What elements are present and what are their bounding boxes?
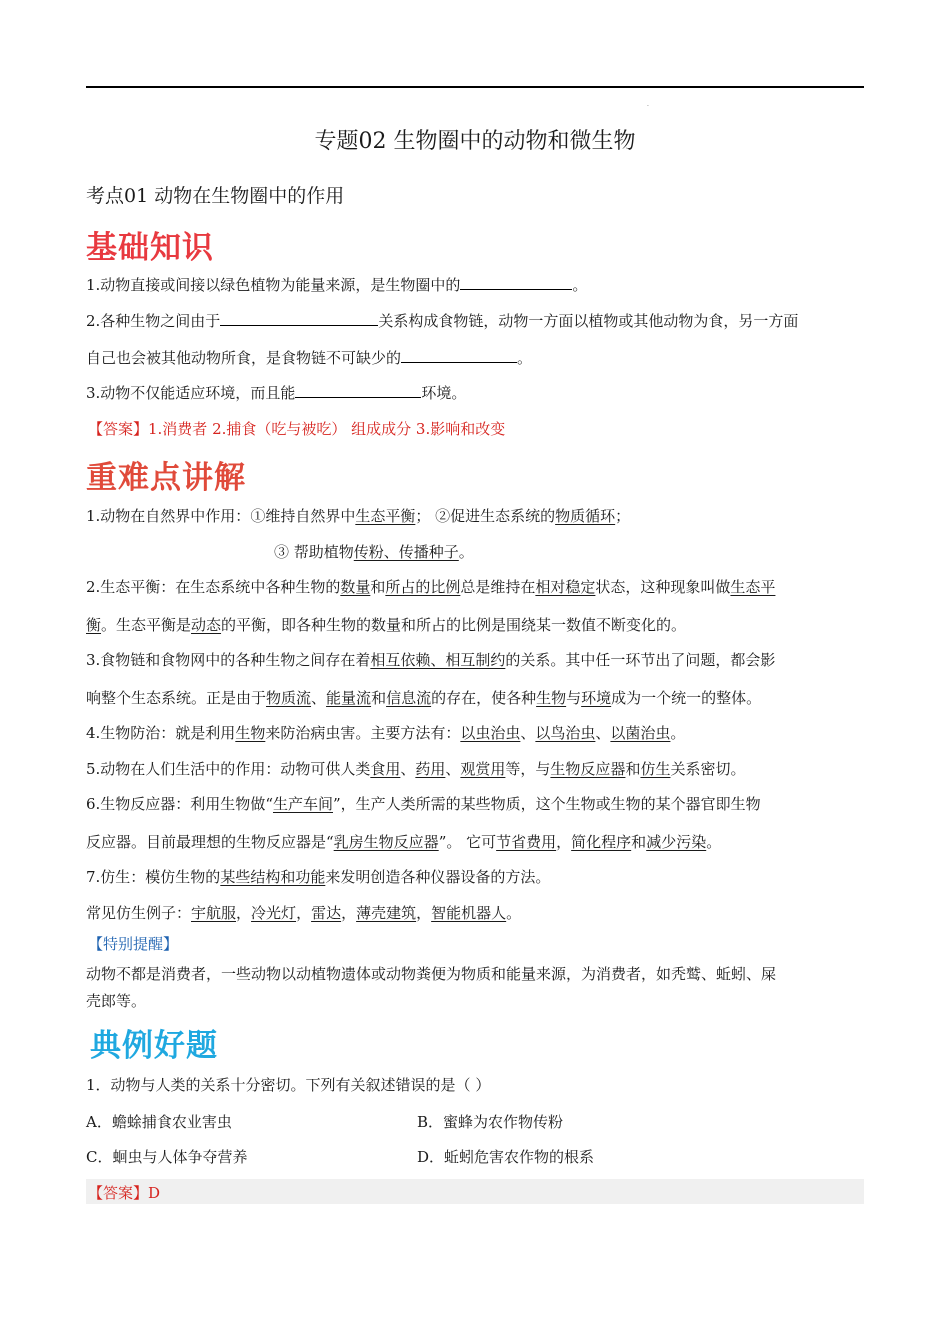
underlined-term: 智能机器人 xyxy=(431,904,507,922)
underlined-term: 乳房生物反应器 xyxy=(333,833,439,851)
basic-q3: 3.动物不仅能适应环境，而且能 环境。 xyxy=(86,384,467,402)
example-answer-bar xyxy=(86,1179,864,1204)
key-p7 xyxy=(86,867,550,887)
text-segment: 、 xyxy=(595,724,611,742)
text-segment: 来防治病虫害。主要方法有： xyxy=(265,724,461,742)
basic-answer: 【答案】1.消费者 2.捕食（吃与被吃） 组成成分 3.影响和改变 xyxy=(88,420,506,438)
fill-blank xyxy=(401,348,517,363)
example-question: 1．动物与人类的关系十分密切。下列有关叙述错误的是（ ） xyxy=(86,1076,491,1094)
text-segment: 4.生物防治：就是利用 xyxy=(86,724,236,742)
text-segment: ”。 它可 xyxy=(438,833,497,851)
key-p1b xyxy=(274,542,474,562)
text-segment: ； xyxy=(615,507,631,525)
underlined-term: 食用 xyxy=(370,760,401,778)
underlined-term: 药用 xyxy=(415,760,446,778)
tip-text-line2: 壳郎等。 xyxy=(86,992,147,1010)
underlined-term: 能量流 xyxy=(326,689,372,707)
underlined-term: 生态平 xyxy=(730,578,776,596)
banner-examples: 典例好题 xyxy=(90,1028,218,1064)
text-segment: ， xyxy=(296,904,312,922)
underlined-term: 生态平衡 xyxy=(355,507,416,525)
underlined-term: 减少污染 xyxy=(646,833,707,851)
text-segment: 总是维持在 xyxy=(460,578,536,596)
basic-q1: 1.动物直接或间接以绿色植物为能量来源，是生物圈中的 。 xyxy=(86,276,588,294)
example-answer: 【答案】D xyxy=(88,1184,161,1202)
text-segment: 。生态平衡是 xyxy=(101,616,192,634)
text-segment: ， xyxy=(416,904,432,922)
text-segment: 的平衡，即各种生物的数量和所占的比例是围绕某一数值不断变化的。 xyxy=(221,616,687,634)
underlined-term: 雷达 xyxy=(311,904,342,922)
underlined-term: 生产车间 xyxy=(272,795,333,813)
key-p3-line1 xyxy=(86,650,775,670)
underlined-term: 冷光灯 xyxy=(251,904,297,922)
text-segment: 。 xyxy=(670,724,686,742)
underlined-term: 物质循环 xyxy=(555,507,616,525)
text-segment: 2.生态平衡：在生态系统中各种生物的 xyxy=(86,578,341,596)
key-p4 xyxy=(86,723,685,743)
underlined-term: 传粉、传播种子 xyxy=(353,543,459,561)
text-segment: 。 xyxy=(506,904,522,922)
text-segment: 和 xyxy=(625,760,641,778)
underlined-term: 观赏用 xyxy=(460,760,506,778)
basic-q2-line2: 自己也会被其他动物所食，是食物链不可缺少的 。 xyxy=(86,349,533,367)
underlined-term: 生物 xyxy=(536,689,567,707)
underlined-term: 生物 xyxy=(235,724,266,742)
text-segment: 来发明创造各种仪器设备的方法。 xyxy=(325,868,551,886)
underlined-term: 物质流 xyxy=(266,689,312,707)
underlined-term: 衡 xyxy=(86,616,102,634)
option-b: B．蜜蜂为农作物传粉 xyxy=(417,1113,564,1131)
text-segment: 常见仿生例子： xyxy=(86,904,192,922)
header-dot: . xyxy=(647,101,649,108)
key-p2-line2 xyxy=(86,615,686,635)
text-segment: 5.动物在人们生活中的作用：动物可供人类 xyxy=(86,760,371,778)
text-segment: 响整个生态系统。正是由于 xyxy=(86,689,267,707)
text-segment: 1.动物在自然界中作用：①维持自然界中 xyxy=(86,507,356,525)
fill-blank xyxy=(460,275,572,290)
text-segment: 的关系。其中任一环节出了问题，都会影 xyxy=(505,651,776,669)
key-p6-line2 xyxy=(86,832,721,852)
banner-key-points: 重难点讲解 xyxy=(86,460,246,496)
key-p3-line2 xyxy=(86,688,761,708)
tip-label: 【特别提醒】 xyxy=(88,935,179,953)
text-segment: 、 xyxy=(520,724,536,742)
text-segment: 、 xyxy=(445,760,461,778)
underlined-term: 数量 xyxy=(340,578,371,596)
text-segment: 7.仿生：模仿生物的 xyxy=(86,868,221,886)
text-segment: ”，生产人类所需的某些物质，这个生物或生物的某个器官即生物 xyxy=(333,795,761,813)
key-p2-line1 xyxy=(86,577,775,597)
option-d: D．蚯蚓危害农作物的根系 xyxy=(417,1148,595,1166)
fill-blank xyxy=(220,311,378,326)
underlined-term: 所占的比例 xyxy=(385,578,461,596)
tip-text-line1: 动物不都是消费者，一些动物以动植物遗体或动物粪便为物质和能量来源，为消费者，如秃鹫、蚯蚓、屎 xyxy=(86,965,777,983)
text-segment: 状态，这种现象叫做 xyxy=(595,578,731,596)
text-segment: ， xyxy=(341,904,357,922)
fill-blank xyxy=(295,383,421,398)
text-segment: 、 xyxy=(311,689,327,707)
text-segment: ， xyxy=(236,904,252,922)
underlined-term: 以菌治虫 xyxy=(610,724,671,742)
text-segment: 6.生物反应器：利用生物做“ xyxy=(86,795,273,813)
text-segment: 和 xyxy=(370,578,386,596)
key-p8 xyxy=(86,903,521,923)
text-segment: ， xyxy=(556,833,572,851)
text-segment: 。 xyxy=(706,833,722,851)
key-p6-line1 xyxy=(86,794,761,814)
underlined-term: 某些结构和功能 xyxy=(220,868,326,886)
text-segment: 和 xyxy=(631,833,647,851)
text-segment: 3.食物链和食物网中的各种生物之间存在着 xyxy=(86,651,371,669)
text-segment: 的存在，使各种 xyxy=(431,689,537,707)
text-segment: 、 xyxy=(400,760,416,778)
underlined-term: 相对稳定 xyxy=(535,578,596,596)
text-segment: 成为一个统一的整体。 xyxy=(611,689,762,707)
underlined-term: 以鸟治虫 xyxy=(535,724,596,742)
text-segment: 反应器。目前最理想的生物反应器是“ xyxy=(86,833,334,851)
underlined-term: 仿生 xyxy=(640,760,671,778)
underlined-term: 节省费用 xyxy=(496,833,557,851)
underlined-term: 薄壳建筑 xyxy=(356,904,417,922)
option-a: A．蟾蜍捕食农业害虫 xyxy=(86,1113,232,1131)
underlined-term: 生物反应器 xyxy=(550,760,626,778)
underlined-term: 相互依赖、相互制约 xyxy=(370,651,506,669)
section-heading: 考点01 动物在生物圈中的作用 xyxy=(86,185,345,207)
text-segment: 关系密切。 xyxy=(670,760,746,778)
text-segment: 与 xyxy=(566,689,582,707)
text-segment: 。 xyxy=(458,543,474,561)
underlined-term: 动态 xyxy=(191,616,222,634)
underlined-term: 简化程序 xyxy=(571,833,632,851)
option-c: C．蛔虫与人体争夺营养 xyxy=(86,1148,248,1166)
header-rule xyxy=(86,86,864,88)
key-p1 xyxy=(86,506,630,526)
text-segment: ； ②促进生态系统的 xyxy=(415,507,556,525)
underlined-term: 信息流 xyxy=(386,689,432,707)
basic-q2-line1: 2.各种生物之间由于 关系构成食物链，动物一方面以植物或其他动物为食，另一方面 xyxy=(86,312,799,330)
text-segment: 等，与 xyxy=(505,760,551,778)
key-p5 xyxy=(86,759,745,779)
text-segment: ③ 帮助植物 xyxy=(274,543,354,561)
underlined-term: 环境 xyxy=(581,689,612,707)
document-title: 专题02 生物圈中的动物和微生物 xyxy=(314,129,636,154)
text-segment: 和 xyxy=(371,689,387,707)
banner-basic-knowledge: 基础知识 xyxy=(86,230,214,266)
underlined-term: 以虫治虫 xyxy=(460,724,521,742)
underlined-term: 宇航服 xyxy=(191,904,237,922)
